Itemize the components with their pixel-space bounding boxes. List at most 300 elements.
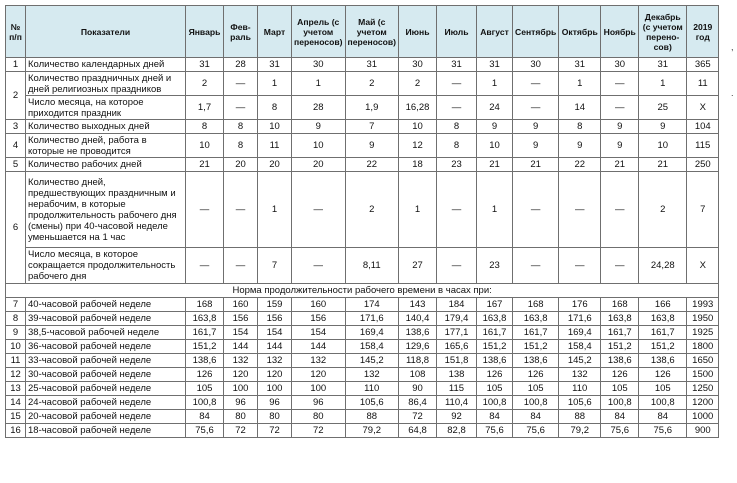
value-cell: — <box>601 96 639 120</box>
value-cell: 169,4 <box>345 326 399 340</box>
value-cell: 10 <box>292 134 346 158</box>
value-cell: 1650 <box>687 354 719 368</box>
value-cell: 100 <box>258 382 292 396</box>
header-jul: Июль <box>437 6 477 58</box>
table-row <box>6 134 719 158</box>
header-nov: Ноябрь <box>601 6 639 58</box>
value-cell: — <box>186 248 224 284</box>
value-cell: 20 <box>258 158 292 172</box>
value-cell: 72 <box>258 424 292 438</box>
side-mark: , <box>731 42 734 52</box>
value-cell: 90 <box>399 382 437 396</box>
value-cell: 8 <box>437 120 477 134</box>
value-cell: 9 <box>601 120 639 134</box>
row-label: Количество праздничных дней и дней религиозных праздников <box>26 72 186 96</box>
row-number: 12 <box>6 368 26 382</box>
value-cell: 145,2 <box>345 354 399 368</box>
value-cell: 7 <box>345 120 399 134</box>
value-cell: 138,6 <box>601 354 639 368</box>
value-cell: 72 <box>399 410 437 424</box>
row-number: 5 <box>6 158 26 172</box>
value-cell: 84 <box>639 410 687 424</box>
row-number: 14 <box>6 396 26 410</box>
table-row <box>6 58 719 72</box>
value-cell: 9 <box>345 134 399 158</box>
section-row <box>6 284 719 298</box>
value-cell: 151,2 <box>513 340 559 354</box>
value-cell: 120 <box>258 368 292 382</box>
value-cell: 154 <box>224 326 258 340</box>
value-cell: — <box>513 72 559 96</box>
value-cell: 167 <box>477 298 513 312</box>
value-cell: 82,8 <box>437 424 477 438</box>
value-cell: 166 <box>639 298 687 312</box>
value-cell: 30 <box>601 58 639 72</box>
value-cell: 120 <box>292 368 346 382</box>
value-cell: 23 <box>477 248 513 284</box>
header-row <box>6 6 719 58</box>
value-cell: 22 <box>559 158 601 172</box>
header-num: № п/п <box>6 6 26 58</box>
value-cell: — <box>292 248 346 284</box>
value-cell: 138,6 <box>513 354 559 368</box>
value-cell: — <box>513 248 559 284</box>
value-cell: 151,8 <box>437 354 477 368</box>
value-cell: 75,6 <box>601 424 639 438</box>
header-dec: Декабрь (с учетом перено-сов) <box>639 6 687 58</box>
value-cell: — <box>601 248 639 284</box>
value-cell: 88 <box>559 410 601 424</box>
value-cell: 118,8 <box>399 354 437 368</box>
value-cell: — <box>437 96 477 120</box>
value-cell: — <box>437 172 477 248</box>
value-cell: 8 <box>186 120 224 134</box>
value-cell: 25 <box>639 96 687 120</box>
norm-row <box>6 382 719 396</box>
table-row <box>6 172 719 248</box>
value-cell: 154 <box>258 326 292 340</box>
value-cell: 168 <box>513 298 559 312</box>
value-cell: 132 <box>559 368 601 382</box>
value-cell: 2 <box>639 172 687 248</box>
norm-row <box>6 340 719 354</box>
value-cell: 138,6 <box>639 354 687 368</box>
value-cell: 151,2 <box>186 340 224 354</box>
value-cell: — <box>513 172 559 248</box>
value-cell: — <box>437 72 477 96</box>
row-number: 10 <box>6 340 26 354</box>
value-cell: — <box>292 172 346 248</box>
row-label: 24-часовой рабочей неделе <box>26 396 186 410</box>
row-label: 38,5-часовой рабочей неделе <box>26 326 186 340</box>
value-cell: 28 <box>224 58 258 72</box>
header-jun: Июнь <box>399 6 437 58</box>
value-cell: 14 <box>559 96 601 120</box>
value-cell: 11 <box>687 72 719 96</box>
value-cell: 163,8 <box>601 312 639 326</box>
table-row <box>6 158 719 172</box>
value-cell: — <box>186 172 224 248</box>
value-cell: 20 <box>292 158 346 172</box>
value-cell: 96 <box>258 396 292 410</box>
value-cell: 151,2 <box>477 340 513 354</box>
value-cell: 105 <box>186 382 224 396</box>
value-cell: 86,4 <box>399 396 437 410</box>
value-cell: 115 <box>687 134 719 158</box>
table-row <box>6 120 719 134</box>
value-cell: 31 <box>186 58 224 72</box>
value-cell: 171,6 <box>345 312 399 326</box>
value-cell: 126 <box>601 368 639 382</box>
value-cell: 75,6 <box>186 424 224 438</box>
value-cell: 24 <box>477 96 513 120</box>
value-cell: 31 <box>639 58 687 72</box>
row-label: 40-часовой рабочей неделе <box>26 298 186 312</box>
row-label: 33-часовой рабочей неделе <box>26 354 186 368</box>
value-cell: 126 <box>513 368 559 382</box>
value-cell: 174 <box>345 298 399 312</box>
value-cell: 105,6 <box>345 396 399 410</box>
value-cell: 31 <box>559 58 601 72</box>
value-cell: 1800 <box>687 340 719 354</box>
value-cell: 110 <box>559 382 601 396</box>
table-row <box>6 72 719 96</box>
value-cell: 96 <box>292 396 346 410</box>
value-cell: 161,7 <box>477 326 513 340</box>
header-aug: Август <box>477 6 513 58</box>
norm-row <box>6 354 719 368</box>
value-cell: 132 <box>224 354 258 368</box>
value-cell: 160 <box>224 298 258 312</box>
side-mark: . <box>731 88 734 98</box>
value-cell: — <box>437 248 477 284</box>
value-cell: 100,8 <box>513 396 559 410</box>
production-calendar-table <box>5 5 719 438</box>
value-cell: 8 <box>437 134 477 158</box>
value-cell: — <box>224 248 258 284</box>
header-year: 2019 год <box>687 6 719 58</box>
row-label: Число месяца, на которое приходится праздник <box>26 96 186 120</box>
value-cell: 144 <box>292 340 346 354</box>
value-cell: 80 <box>258 410 292 424</box>
value-cell: 8 <box>224 120 258 134</box>
value-cell: 115 <box>437 382 477 396</box>
value-cell: 365 <box>687 58 719 72</box>
table-row <box>6 96 719 120</box>
value-cell: 2 <box>345 72 399 96</box>
value-cell: 20 <box>224 158 258 172</box>
value-cell: 9 <box>601 134 639 158</box>
value-cell: 179,4 <box>437 312 477 326</box>
value-cell: 1 <box>639 72 687 96</box>
value-cell: 1,7 <box>186 96 224 120</box>
value-cell: 156 <box>224 312 258 326</box>
value-cell: 22 <box>345 158 399 172</box>
value-cell: 9 <box>513 134 559 158</box>
value-cell: 120 <box>224 368 258 382</box>
value-cell: 1 <box>258 172 292 248</box>
value-cell: 129,6 <box>399 340 437 354</box>
value-cell: 72 <box>224 424 258 438</box>
value-cell: 79,2 <box>345 424 399 438</box>
value-cell: 184 <box>437 298 477 312</box>
value-cell: 8,11 <box>345 248 399 284</box>
value-cell: 138,6 <box>477 354 513 368</box>
value-cell: 9 <box>559 134 601 158</box>
value-cell: — <box>513 96 559 120</box>
value-cell: 145,2 <box>559 354 601 368</box>
header-oct: Октябрь <box>559 6 601 58</box>
value-cell: 105,6 <box>559 396 601 410</box>
value-cell: 23 <box>437 158 477 172</box>
value-cell: 161,7 <box>513 326 559 340</box>
value-cell: — <box>559 172 601 248</box>
value-cell: 2 <box>186 72 224 96</box>
row-label: Количество календарных дней <box>26 58 186 72</box>
row-label: 20-часовой рабочей неделе <box>26 410 186 424</box>
value-cell: 161,7 <box>601 326 639 340</box>
value-cell: 1,9 <box>345 96 399 120</box>
norm-row <box>6 312 719 326</box>
value-cell: 80 <box>224 410 258 424</box>
value-cell: 161,7 <box>186 326 224 340</box>
row-number: 16 <box>6 424 26 438</box>
value-cell: 30 <box>399 58 437 72</box>
value-cell: 28 <box>292 96 346 120</box>
value-cell: 132 <box>292 354 346 368</box>
value-cell: 10 <box>258 120 292 134</box>
value-cell: 16,28 <box>399 96 437 120</box>
value-cell: 104 <box>687 120 719 134</box>
row-label: Количество выходных дней <box>26 120 186 134</box>
value-cell: 1200 <box>687 396 719 410</box>
value-cell: 84 <box>513 410 559 424</box>
value-cell: 1 <box>292 72 346 96</box>
value-cell: 7 <box>687 172 719 248</box>
header-jan: Январь <box>186 6 224 58</box>
value-cell: 163,8 <box>639 312 687 326</box>
row-label: Число месяца, в которое сокращается продолжительность рабочего дня <box>26 248 186 284</box>
value-cell: 1500 <box>687 368 719 382</box>
norm-row <box>6 368 719 382</box>
value-cell: — <box>224 96 258 120</box>
header-mar: Март <box>258 6 292 58</box>
row-number: 7 <box>6 298 26 312</box>
value-cell: 21 <box>477 158 513 172</box>
value-cell: 158,4 <box>559 340 601 354</box>
value-cell: 138,6 <box>399 326 437 340</box>
value-cell: 100,8 <box>477 396 513 410</box>
header-may: Май (с учетом переносов) <box>345 6 399 58</box>
row-label: 36-часовой рабочей неделе <box>26 340 186 354</box>
row-label: Количество дней, предшествующих праздничным и нерабочим, в которые продолжительность рабочего дня (смены) при 40-часовой неделе уменьшается на 1 час <box>26 172 186 248</box>
value-cell: 96 <box>224 396 258 410</box>
value-cell: 1 <box>258 72 292 96</box>
value-cell: 21 <box>513 158 559 172</box>
value-cell: 75,6 <box>477 424 513 438</box>
value-cell: 126 <box>477 368 513 382</box>
value-cell: 10 <box>477 134 513 158</box>
value-cell: 12 <box>399 134 437 158</box>
value-cell: 140,4 <box>399 312 437 326</box>
norm-row <box>6 396 719 410</box>
value-cell: 21 <box>601 158 639 172</box>
value-cell: 10 <box>399 120 437 134</box>
value-cell: 8 <box>258 96 292 120</box>
value-cell: 126 <box>186 368 224 382</box>
row-number: 2 <box>6 72 26 120</box>
row-label: Количество дней, работа в которые не проводится <box>26 134 186 158</box>
value-cell: 110,4 <box>437 396 477 410</box>
row-label: 30-часовой рабочей неделе <box>26 368 186 382</box>
value-cell: 250 <box>687 158 719 172</box>
value-cell: 8 <box>559 120 601 134</box>
value-cell: 75,6 <box>513 424 559 438</box>
value-cell: 31 <box>437 58 477 72</box>
value-cell: 100,8 <box>639 396 687 410</box>
value-cell: 151,2 <box>601 340 639 354</box>
value-cell: 132 <box>345 368 399 382</box>
value-cell: 30 <box>292 58 346 72</box>
value-cell: 24,28 <box>639 248 687 284</box>
value-cell: — <box>224 172 258 248</box>
value-cell: 110 <box>345 382 399 396</box>
value-cell: 105 <box>601 382 639 396</box>
value-cell: 1950 <box>687 312 719 326</box>
header-indicator: Показатели <box>26 6 186 58</box>
value-cell: 75,6 <box>639 424 687 438</box>
row-label: 18-часовой рабочей неделе <box>26 424 186 438</box>
value-cell: — <box>224 72 258 96</box>
value-cell: 177,1 <box>437 326 477 340</box>
value-cell: 2 <box>345 172 399 248</box>
value-cell: 21 <box>639 158 687 172</box>
value-cell: 100 <box>224 382 258 396</box>
value-cell: 79,2 <box>559 424 601 438</box>
row-label: 25-часовой рабочей неделе <box>26 382 186 396</box>
value-cell: 31 <box>477 58 513 72</box>
value-cell: 64,8 <box>399 424 437 438</box>
value-cell: 163,8 <box>477 312 513 326</box>
value-cell: 1993 <box>687 298 719 312</box>
value-cell: 144 <box>258 340 292 354</box>
value-cell: 154 <box>292 326 346 340</box>
value-cell: 156 <box>292 312 346 326</box>
value-cell: 10 <box>186 134 224 158</box>
value-cell: 88 <box>345 410 399 424</box>
value-cell: 9 <box>292 120 346 134</box>
value-cell: 105 <box>513 382 559 396</box>
row-number: 13 <box>6 382 26 396</box>
section-title: Норма продолжительности рабочего времени в часах при: <box>6 284 719 298</box>
value-cell: 163,8 <box>186 312 224 326</box>
value-cell: — <box>601 172 639 248</box>
value-cell: 72 <box>292 424 346 438</box>
value-cell: 171,6 <box>559 312 601 326</box>
value-cell: 1 <box>399 172 437 248</box>
row-number: 11 <box>6 354 26 368</box>
value-cell: 156 <box>258 312 292 326</box>
value-cell: 18 <box>399 158 437 172</box>
row-number: 9 <box>6 326 26 340</box>
value-cell: 126 <box>639 368 687 382</box>
value-cell: 169,4 <box>559 326 601 340</box>
value-cell: 1925 <box>687 326 719 340</box>
value-cell: 138 <box>437 368 477 382</box>
value-cell: 151,2 <box>639 340 687 354</box>
header-feb: Фев-раль <box>224 6 258 58</box>
value-cell: 2 <box>399 72 437 96</box>
value-cell: 100,8 <box>601 396 639 410</box>
row-number: 8 <box>6 312 26 326</box>
value-cell: — <box>559 248 601 284</box>
value-cell: 159 <box>258 298 292 312</box>
norm-row <box>6 298 719 312</box>
value-cell: 176 <box>559 298 601 312</box>
value-cell: 31 <box>258 58 292 72</box>
value-cell: 1 <box>477 72 513 96</box>
value-cell: 84 <box>477 410 513 424</box>
row-number: 6 <box>6 172 26 284</box>
value-cell: 30 <box>513 58 559 72</box>
header-apr: Апрель (с учетом переносов) <box>292 6 346 58</box>
norm-row <box>6 410 719 424</box>
value-cell: 105 <box>477 382 513 396</box>
value-cell: 138,6 <box>186 354 224 368</box>
value-cell: 27 <box>399 248 437 284</box>
value-cell: 161,7 <box>639 326 687 340</box>
value-cell: 143 <box>399 298 437 312</box>
value-cell: 9 <box>639 120 687 134</box>
value-cell: 8 <box>224 134 258 158</box>
value-cell: 165,6 <box>437 340 477 354</box>
table-row <box>6 248 719 284</box>
value-cell: 9 <box>477 120 513 134</box>
value-cell: 100,8 <box>186 396 224 410</box>
value-cell: 10 <box>639 134 687 158</box>
value-cell: 11 <box>258 134 292 158</box>
row-label: 39-часовой рабочей неделе <box>26 312 186 326</box>
value-cell: 163,8 <box>513 312 559 326</box>
value-cell: 132 <box>258 354 292 368</box>
value-cell: 7 <box>258 248 292 284</box>
row-number: 15 <box>6 410 26 424</box>
value-cell: 84 <box>186 410 224 424</box>
value-cell: 105 <box>639 382 687 396</box>
row-number: 1 <box>6 58 26 72</box>
value-cell: — <box>601 72 639 96</box>
value-cell: 9 <box>513 120 559 134</box>
value-cell: 168 <box>601 298 639 312</box>
value-cell: 1 <box>477 172 513 248</box>
value-cell: 144 <box>224 340 258 354</box>
value-cell: 100 <box>292 382 346 396</box>
norm-row <box>6 326 719 340</box>
value-cell: 21 <box>186 158 224 172</box>
value-cell: 1 <box>559 72 601 96</box>
row-number: 4 <box>6 134 26 158</box>
value-cell: 1250 <box>687 382 719 396</box>
value-cell: 900 <box>687 424 719 438</box>
value-cell: 108 <box>399 368 437 382</box>
row-label: Количество рабочих дней <box>26 158 186 172</box>
value-cell: 92 <box>437 410 477 424</box>
value-cell: 84 <box>601 410 639 424</box>
value-cell: X <box>687 248 719 284</box>
norm-row <box>6 424 719 438</box>
value-cell: X <box>687 96 719 120</box>
row-number: 3 <box>6 120 26 134</box>
